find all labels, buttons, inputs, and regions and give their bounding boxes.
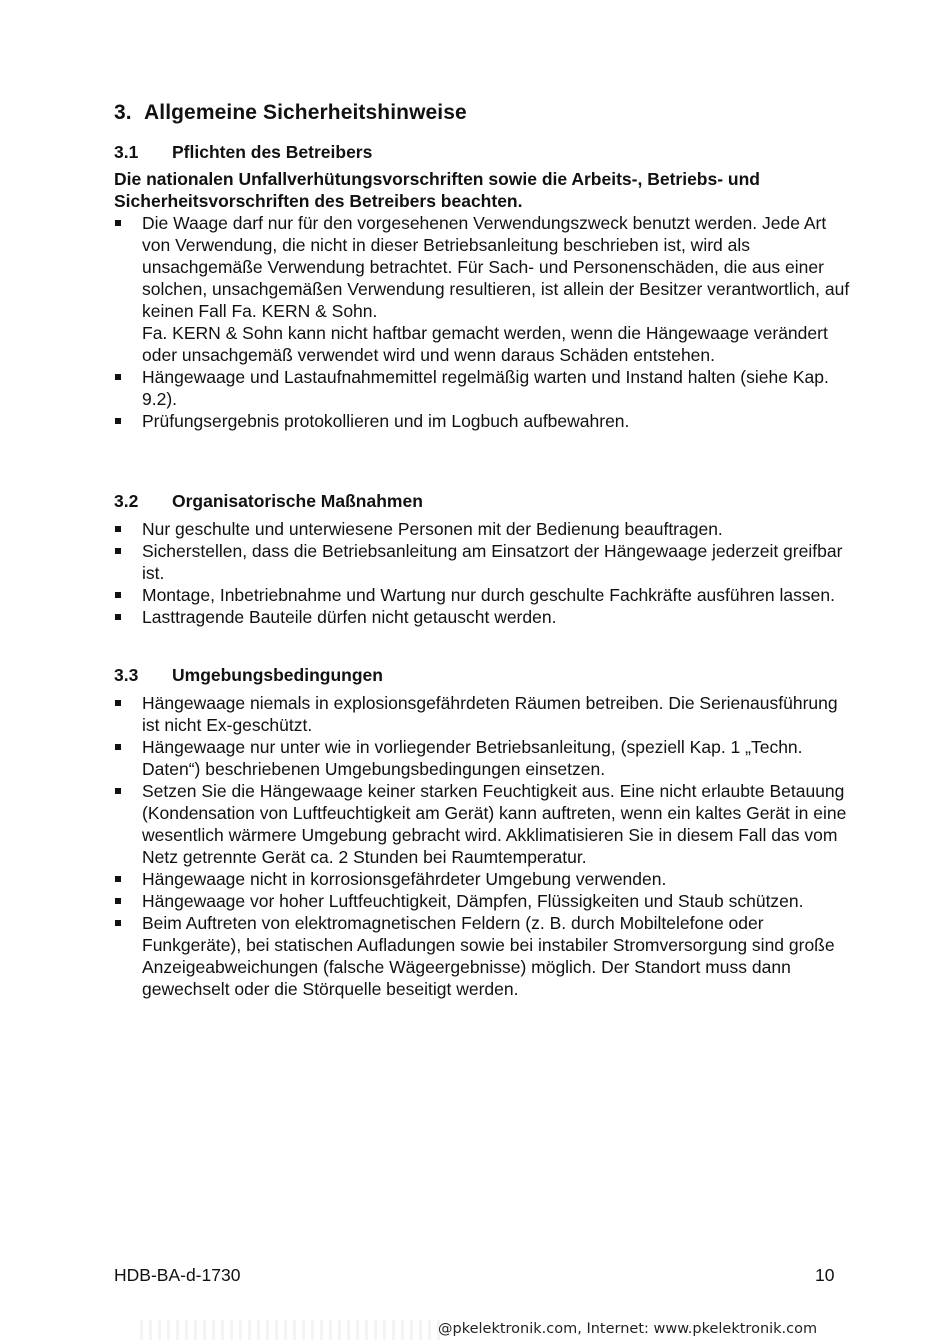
list-item (114, 780, 854, 868)
list-item (114, 912, 854, 1000)
subsection-heading-3-3 (114, 665, 383, 686)
list-item (114, 518, 854, 540)
section-title: Allgemeine Sicherheitshinweise (144, 101, 467, 124)
bullet-icon (115, 548, 121, 554)
subsection-heading-3-2 (114, 491, 423, 512)
list-item (114, 366, 854, 410)
list-item (114, 606, 854, 628)
subsection-number: 3.3 (114, 665, 139, 685)
list-item-text: Hängewaage und Lastaufnahmemittel regelmäßig warten und Instand halten (siehe Kap. 9.2). (142, 367, 829, 409)
list-item (114, 868, 854, 890)
list-item-text: Hängewaage vor hoher Luftfeuchtigkeit, Dämpfen, Flüssigkeiten und Staub schützen. (142, 891, 804, 911)
list-item-text: Prüfungsergebnis protokollieren und im Logbuch aufbewahren. (142, 411, 630, 431)
bullet-icon (115, 526, 121, 532)
bullet-icon (115, 220, 121, 226)
list-item-text: Hängewaage niemals in explosionsgefährdeten Räumen betreiben. Die Serienausführung ist nicht Ex-geschützt. (142, 693, 838, 735)
bullet-icon (115, 898, 121, 904)
list-3-1 (114, 212, 854, 432)
subsection-number: 3.1 (114, 142, 139, 162)
bullet-icon (115, 374, 121, 380)
list-3-3 (114, 692, 854, 1000)
list-item-text: Setzen Sie die Hängewaage keiner starken Feuchtigkeit aus. Eine nicht erlaubte Betauung (Kondensation von Luftfeuchtigkeit am Gerät) kann auftreten, wenn ein kaltes Gerät in eine wesentlich wärmere Umgebung gebracht wird. Akklimatisieren Sie in diesem Fall das vom Netz getrennte Gerät ca. 2 Stunden bei Raumtemperatur. (142, 781, 847, 867)
subsection-title: Pflichten des Betreibers (172, 142, 373, 162)
subsection-heading-3-1 (114, 142, 372, 163)
list-item-text: Nur geschulte und unterwiesene Personen mit der Bedienung beauftragen. (142, 519, 723, 539)
list-item-text: Sicherstellen, dass die Betriebsanleitung am Einsatzort der Hängewaage jederzeit greifbar ist. (142, 541, 843, 583)
list-item-text: Die Waage darf nur für den vorgesehenen Verwendungszweck benutzt werden. Jede Art von Verwendung, die nicht in dieser Betriebsanleitung beschrieben ist, wird als unsachgemäße Verwendung betrachtet. Für Sach- und Personenschäden, die aus einer solchen, unsachgemäßen Verwendung resultieren, ist allein der Besitzer verantwortlich, auf keinen Fall Fa. KERN & Sohn. (142, 213, 850, 321)
section-number: 3. (114, 101, 132, 124)
bullet-icon (115, 744, 121, 750)
list-item (114, 692, 854, 736)
list-item-text-extra: Fa. KERN & Sohn kann nicht haftbar gemacht werden, wenn die Hängewaage verändert oder unsachgemäß verwendet wird und wenn daraus Schäden entstehen. (142, 323, 828, 365)
intro-paragraph: Die nationalen Unfallverhütungsvorschriften sowie die Arbeits-, Betriebs- und Sicherheitsvorschriften des Betreibers beachten. (114, 169, 760, 211)
bullet-icon (115, 614, 121, 620)
faint-scan-artifact (140, 1320, 440, 1340)
list-item (114, 890, 854, 912)
bullet-icon (115, 920, 121, 926)
bullet-icon (115, 876, 121, 882)
list-item (114, 540, 854, 584)
bullet-icon (115, 592, 121, 598)
subsection-number: 3.2 (114, 491, 139, 511)
list-item-text: Lasttragende Bauteile dürfen nicht getauscht werden. (142, 607, 557, 627)
list-item (114, 736, 854, 780)
list-item (114, 584, 854, 606)
page-number: 10 (815, 1265, 835, 1285)
contact-line: @pkelektronik.com, Internet: www.pkelektronik.com (438, 1321, 818, 1337)
section-heading (114, 101, 467, 125)
bullet-icon (115, 700, 121, 706)
list-item (114, 410, 854, 432)
document-id: HDB-BA-d-1730 (114, 1265, 241, 1285)
list-item-text: Beim Auftreten von elektromagnetischen Feldern (z. B. durch Mobiltelefone oder Funkgeräte), bei statischen Aufladungen sowie bei instabiler Stromversorgung sind große Anzeigeabweichungen (falsche Wägeergebnisse) möglich. Der Standort muss dann gewechselt oder die Störquelle beseitigt werden. (142, 913, 835, 999)
bullet-icon (115, 788, 121, 794)
bullet-icon (115, 418, 121, 424)
subsection-title: Umgebungsbedingungen (172, 665, 383, 685)
subsection-title: Organisatorische Maßnahmen (172, 491, 423, 511)
list-item-text: Hängewaage nicht in korrosionsgefährdeter Umgebung verwenden. (142, 869, 667, 889)
list-item (114, 212, 854, 366)
list-3-2 (114, 518, 854, 628)
list-item-text: Montage, Inbetriebnahme und Wartung nur durch geschulte Fachkräfte ausführen lassen. (142, 585, 835, 605)
list-item-text: Hängewaage nur unter wie in vorliegender Betriebsanleitung, (speziell Kap. 1 „Techn. Daten“) beschriebenen Umgebungsbedingungen einsetzen. (142, 737, 803, 779)
